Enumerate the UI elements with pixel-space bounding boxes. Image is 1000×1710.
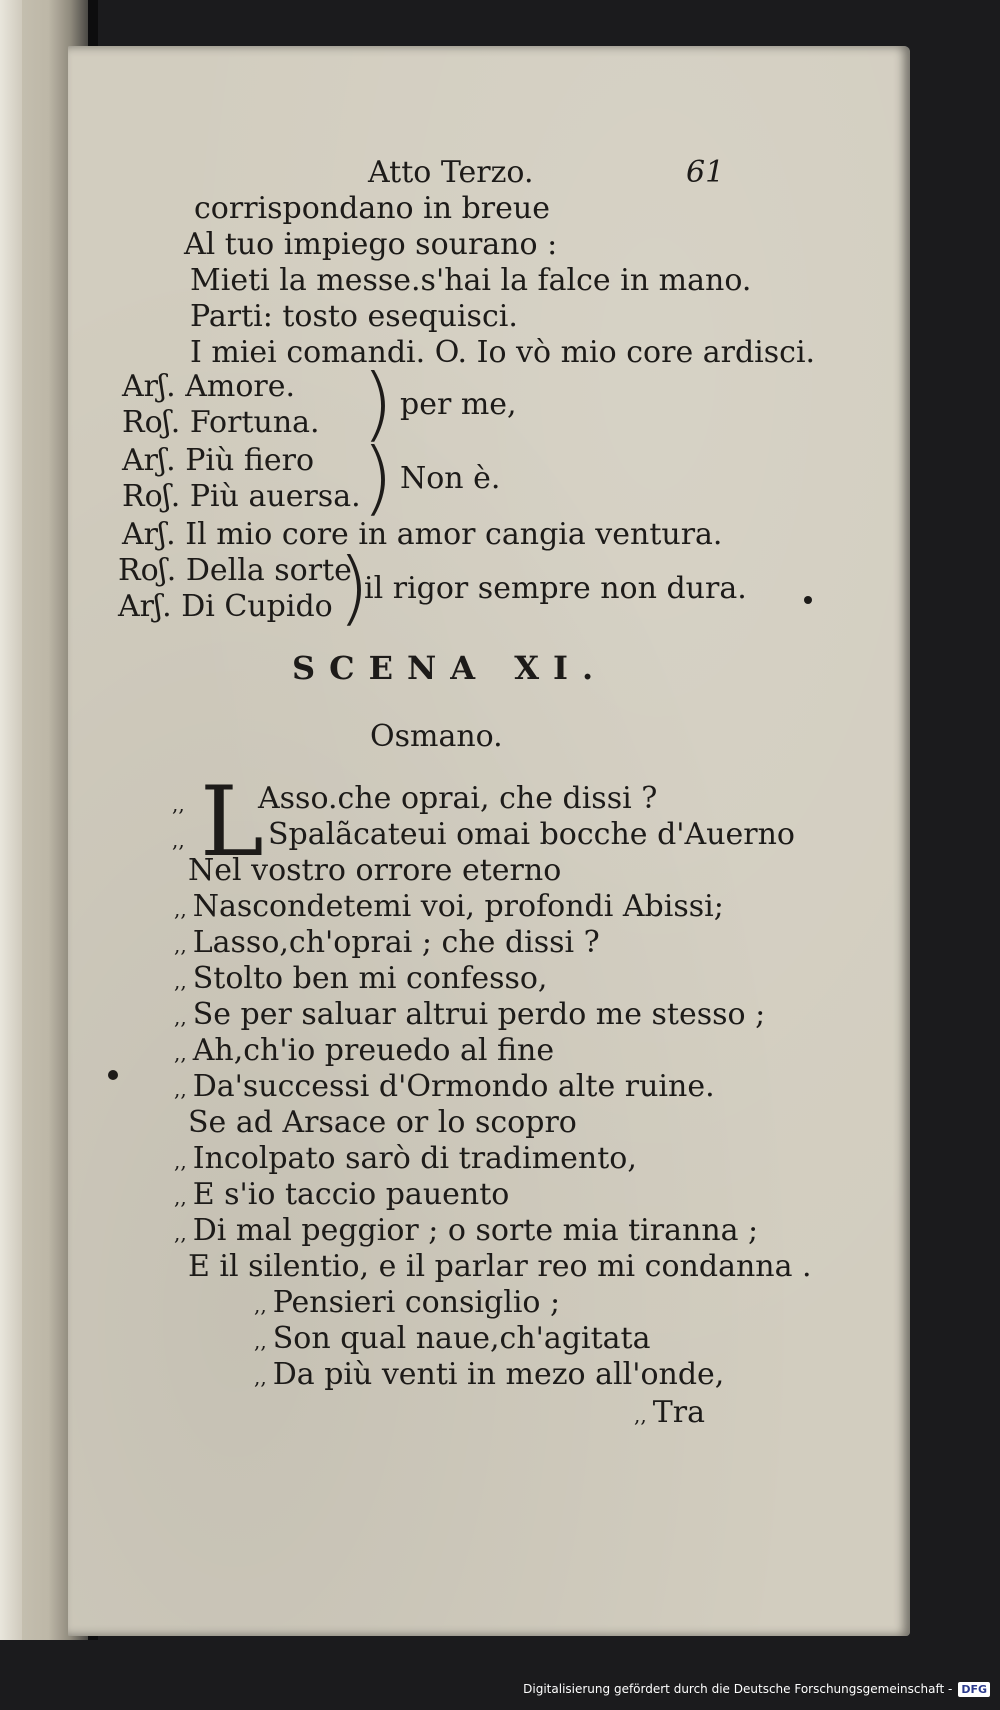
- verse-line: [174, 1033, 555, 1068]
- verse-line: [174, 997, 766, 1032]
- verse-line: [174, 1213, 759, 1248]
- verse-text: Di mal peggior ; o sorte mia tiranna ;: [192, 1213, 759, 1248]
- dfg-logo: DFG: [958, 1682, 990, 1697]
- verse-line: Asso.che oprai, che dissi ?: [258, 781, 658, 816]
- verse-line: [188, 1249, 812, 1284]
- speaker-line: Arʃ. Di Cupido: [118, 589, 333, 624]
- verse-line: Spalãcateui omai bocche d'Auerno: [268, 817, 795, 852]
- verse-text: Nascondetemi voi, profondi Abissi;: [192, 889, 724, 924]
- verse-line: Al tuo impiego sourano :: [184, 227, 558, 262]
- speaker-line: Arʃ. Più fiero: [122, 443, 315, 478]
- verse-line: [254, 1357, 725, 1392]
- verse-line: corrispondano in breue: [194, 191, 550, 226]
- ink-blot: [804, 596, 812, 604]
- quote-mark: ,,: [172, 828, 185, 852]
- verse-line: [174, 1141, 637, 1176]
- quote-mark: ,,: [174, 1005, 187, 1029]
- scene-title: SCENA XI.: [292, 649, 608, 687]
- digitization-credit: [523, 1678, 990, 1700]
- verse-text: Se ad Arsace or lo scopro: [188, 1105, 577, 1140]
- brace-symbol: ): [362, 431, 394, 524]
- verse-line: [254, 1321, 651, 1356]
- book-page: [68, 46, 910, 1636]
- quote-mark: ,,: [174, 1077, 187, 1101]
- verse-text: Pensieri consiglio ;: [272, 1285, 561, 1320]
- speaker-line: Roʃ. Fortuna.: [122, 405, 320, 440]
- verse-text: Da'successi d'Ormondo alte ruine.: [192, 1069, 715, 1104]
- verse-line: [174, 1069, 715, 1104]
- verse-text: Stolto ben mi confesso,: [192, 961, 548, 996]
- verse-line: [174, 1177, 510, 1212]
- adjacent-page-strip: [0, 0, 22, 1640]
- character-name: Osmano.: [370, 719, 503, 754]
- quote-mark: ,,: [174, 969, 187, 993]
- drop-cap: L: [200, 766, 264, 878]
- shared-response: per me,: [400, 387, 517, 422]
- verse-line: [174, 925, 600, 960]
- verse-line: Mieti la messe.s'hai la falce in mano.: [190, 263, 752, 298]
- verse-line: [188, 853, 562, 888]
- verse-text: Ah,ch'io preuedo al fine: [192, 1033, 555, 1068]
- verse-text: Se per saluar altrui perdo me stesso ;: [192, 997, 766, 1032]
- verse-text: E il silentio, e il parlar reo mi condanna .: [188, 1249, 812, 1284]
- verse-text: Son qual naue,ch'agitata: [272, 1321, 651, 1356]
- speaker-line: Roʃ. Della sorte: [118, 553, 352, 588]
- quote-mark: ,,: [174, 933, 187, 957]
- catchword: [634, 1395, 705, 1430]
- verse-line: [188, 1105, 577, 1140]
- quote-mark: ,,: [174, 897, 187, 921]
- quote-mark: ,,: [254, 1329, 267, 1353]
- speaker-line: Arʃ. Amore.: [122, 369, 296, 404]
- quote-mark: ,,: [174, 1185, 187, 1209]
- speaker-line: Roʃ. Più auersa.: [122, 479, 361, 514]
- page-number: 61: [686, 155, 725, 190]
- verse-line: [254, 1285, 561, 1320]
- quote-mark: ,,: [254, 1365, 267, 1389]
- verse-text: Nel vostro orrore eterno: [188, 853, 562, 888]
- shared-response: Non è.: [400, 461, 501, 496]
- verse-text: Incolpato sarò di tradimento,: [192, 1141, 637, 1176]
- ink-blot: [108, 1070, 118, 1080]
- quote-mark: ,,: [174, 1149, 187, 1173]
- quote-mark: ,,: [174, 1041, 187, 1065]
- brace-symbol: ): [362, 357, 394, 450]
- verse-line: [174, 961, 548, 996]
- shared-response: il rigor sempre non dura.: [364, 571, 747, 606]
- verse-text: Da più venti in mezo all'onde,: [272, 1357, 725, 1392]
- verse-line: [174, 889, 724, 924]
- quote-mark: ,,: [174, 1221, 187, 1245]
- quote-mark: ,,: [172, 792, 185, 816]
- running-title: Atto Terzo.: [368, 155, 534, 190]
- brace-symbol: ): [338, 541, 370, 634]
- verse-line: Parti: tosto esequisci.: [190, 299, 518, 334]
- quote-mark: ,,: [254, 1293, 267, 1317]
- verse-line: I miei comandi. O. Io vò mio core ardisci.: [190, 335, 816, 370]
- quote-mark: ,,: [634, 1403, 647, 1427]
- verse-text: Lasso,ch'oprai ; che dissi ?: [192, 925, 600, 960]
- verse-text: E s'io taccio pauento: [192, 1177, 510, 1212]
- credit-text: Digitalisierung gefördert durch die Deutsche Forschungsgemeinschaft -: [523, 1682, 953, 1696]
- speaker-line: Arʃ. Il mio core in amor cangia ventura.: [122, 517, 723, 552]
- catchword-text: Tra: [652, 1395, 705, 1430]
